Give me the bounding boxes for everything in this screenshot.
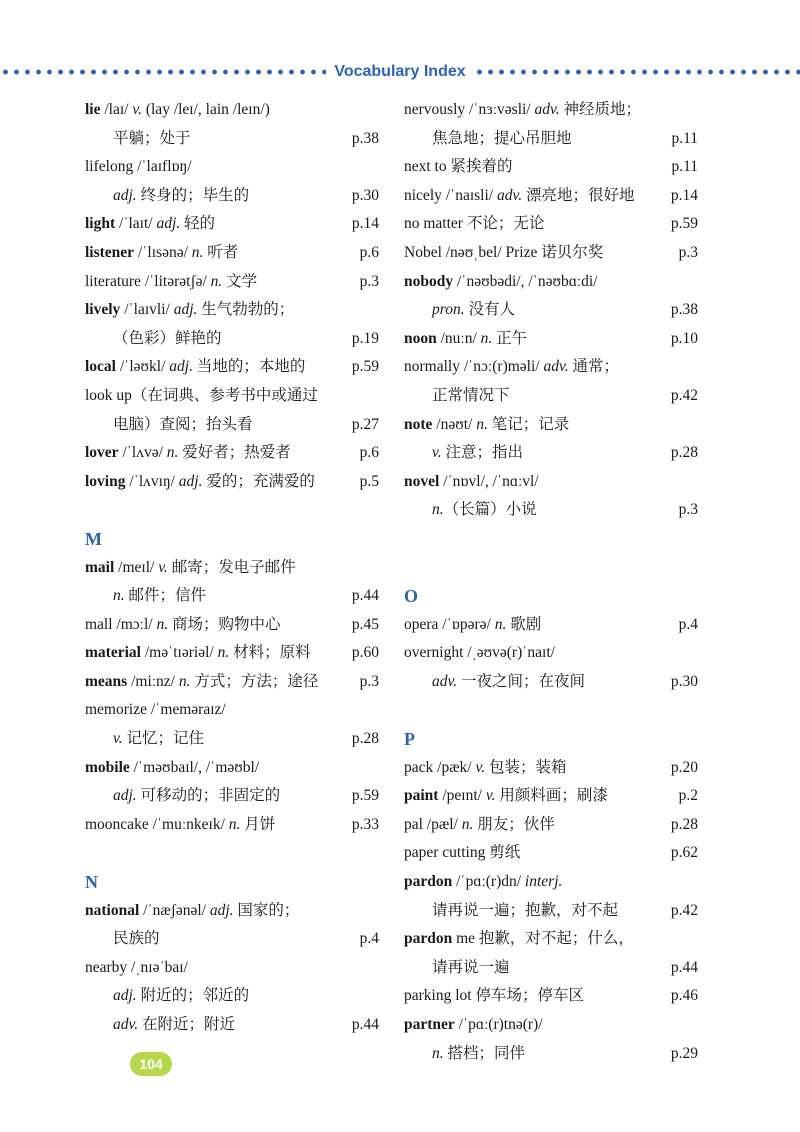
- page-ref: p.2: [678, 787, 698, 805]
- page-ref: p.45: [351, 615, 379, 633]
- entry-text: n.（长篇）小说: [432, 501, 537, 519]
- page-header: [0, 58, 800, 86]
- entry-continuation: [404, 954, 698, 983]
- page-ref: p.11: [671, 158, 698, 176]
- entry-text: lively /ˈlaɪvli/ adj. 生气勃勃的；: [85, 301, 295, 319]
- section-letter: P: [404, 729, 415, 750]
- page-ref: [373, 382, 379, 411]
- vocab-entry: [85, 954, 379, 983]
- header-dots-left: [0, 69, 326, 75]
- vocab-entry: [404, 611, 698, 640]
- spacer: [85, 496, 379, 525]
- left-column: [85, 96, 379, 1040]
- page-ref: [692, 868, 698, 897]
- entry-text: mooncake /ˈmuːnkeɪk/ n. 月饼: [85, 815, 276, 833]
- entry-continuation: [404, 668, 698, 697]
- entry-continuation: [85, 925, 379, 954]
- vocab-entry: [85, 296, 379, 325]
- page-ref: p.5: [359, 472, 379, 490]
- vocab-entry: [85, 353, 379, 382]
- page-ref: p.27: [351, 415, 379, 433]
- entry-continuation: [85, 182, 379, 211]
- entry-text: literature /ˈlitərətʃə/ n. 文学: [85, 272, 258, 290]
- page-ref: p.59: [351, 787, 379, 805]
- entry-text: pardon /ˈpɑː(r)dn/ interj.: [404, 873, 563, 891]
- vocab-entry: [85, 153, 379, 182]
- vocab-entry: [404, 868, 698, 897]
- entry-text: adj. 可移动的；非固定的: [113, 787, 281, 805]
- vocab-entry: [85, 210, 379, 239]
- vocab-entry: [85, 639, 379, 668]
- vocab-entry: [404, 982, 698, 1011]
- entry-text: next to 紧挨着的: [404, 158, 513, 176]
- vocab-entry: [85, 897, 379, 926]
- page-ref: p.3: [359, 672, 379, 690]
- vocab-entry: [404, 325, 698, 354]
- page-ref: p.6: [359, 243, 379, 261]
- vocab-entry: [404, 1011, 698, 1040]
- entry-text: paper cutting 剪纸: [404, 844, 521, 862]
- entry-text: mail /meɪl/ v. 邮寄；发电子邮件: [85, 558, 296, 576]
- vocab-entry: [404, 925, 698, 954]
- vocab-entry: [85, 611, 379, 640]
- vocab-entry: [404, 239, 698, 268]
- entry-text: material /məˈtɪəriəl/ n. 材料；原料: [85, 644, 311, 662]
- vocab-entry: [85, 554, 379, 583]
- page-ref: [373, 897, 379, 926]
- entry-text: loving /ˈlʌvɪŋ/ adj. 爱的；充满爱的: [85, 472, 315, 490]
- page-ref: [373, 754, 379, 783]
- page-ref: [692, 411, 698, 440]
- page-ref: [692, 925, 698, 954]
- page-ref: p.3: [678, 501, 698, 519]
- vocab-entry: [404, 782, 698, 811]
- entry-text: 请再说一遍: [432, 958, 510, 976]
- entry-text: nobody /ˈnəʊbədi/, /ˈnəʊbɑːdi/: [404, 272, 598, 290]
- entry-text: adj. 附近的；邻近的: [113, 987, 250, 1005]
- page-ref: p.46: [670, 987, 698, 1005]
- page-ref: p.42: [670, 901, 698, 919]
- entry-text: noon /nuːn/ n. 正午: [404, 329, 528, 347]
- entry-text: no matter 不论；无论: [404, 215, 545, 233]
- entry-text: n. 邮件；信件: [113, 587, 207, 605]
- entry-continuation: [404, 897, 698, 926]
- page-ref: [373, 954, 379, 983]
- entry-text: 焦急地；提心吊胆地: [432, 129, 572, 147]
- entry-text: adv. 一夜之间；在夜间: [432, 672, 585, 690]
- vocab-entry: [404, 839, 698, 868]
- entry-text: nicely /ˈnaɪsli/ adv. 漂亮地；很好地: [404, 186, 635, 204]
- entry-continuation: [85, 125, 379, 154]
- entry-text: n. 搭档；同伴: [432, 1044, 526, 1062]
- entry-text: partner /ˈpɑː(r)tnə(r)/: [404, 1016, 543, 1033]
- entry-text: pron. 没有人: [432, 301, 515, 319]
- vocab-entry: [85, 696, 379, 725]
- page-ref: p.10: [670, 329, 698, 347]
- page-ref: [373, 982, 379, 1011]
- vocab-entry: [85, 96, 379, 125]
- vocab-entry: [404, 811, 698, 840]
- page-ref: p.30: [670, 672, 698, 690]
- page-ref: p.3: [359, 272, 379, 290]
- entry-text: 请再说一遍；抱歉，对不起: [432, 901, 619, 919]
- vocab-entry: [404, 153, 698, 182]
- page-ref: p.38: [351, 129, 379, 147]
- page-ref: p.19: [351, 329, 379, 347]
- entry-continuation: [404, 125, 698, 154]
- entry-text: look up（在词典、参考书中或通过: [85, 386, 318, 404]
- entry-text: overnight /ˌəʊvə(r)ˈnaɪt/: [404, 644, 555, 662]
- entry-continuation: [85, 725, 379, 754]
- vocab-entry: [404, 639, 698, 668]
- page-ref: p.44: [670, 958, 698, 976]
- spacer: [404, 525, 698, 554]
- page-ref: p.33: [351, 815, 379, 833]
- entry-text: memorize /ˈmeməraɪz/: [85, 701, 226, 719]
- vocab-entry: [404, 268, 698, 297]
- entry-text: （色彩）鲜艳的: [113, 329, 222, 347]
- vocab-entry: [85, 382, 379, 411]
- page-ref: [692, 639, 698, 668]
- vocab-entry: [85, 268, 379, 297]
- right-column: [404, 96, 698, 1068]
- page-ref: p.44: [351, 1016, 379, 1033]
- page-ref: [373, 554, 379, 583]
- vocab-entry: [85, 668, 379, 697]
- entry-text: novel /ˈnɒvl/, /ˈnɑːvl/: [404, 472, 539, 490]
- entry-continuation: [85, 325, 379, 354]
- entry-text: light /ˈlaɪt/ adj. 轻的: [85, 215, 216, 233]
- vocab-entry: [404, 210, 698, 239]
- entry-text: v. 记忆；记住: [113, 730, 204, 748]
- page-ref: [692, 96, 698, 125]
- header-dots-right: [474, 69, 800, 75]
- spacer: [85, 839, 379, 868]
- vocab-entry: [404, 754, 698, 783]
- page-ref: p.30: [351, 186, 379, 204]
- page-ref: p.3: [678, 243, 698, 261]
- page-ref: p.11: [671, 129, 698, 147]
- entry-text: opera /ˈɒpərə/ n. 歌剧: [404, 615, 542, 633]
- page-ref: p.59: [670, 215, 698, 233]
- entry-continuation: [404, 1040, 698, 1069]
- entry-text: lifelong /ˈlaɪflɒŋ/: [85, 158, 192, 176]
- spacer: [404, 696, 698, 725]
- page-ref: p.14: [670, 186, 698, 204]
- entry-continuation: [404, 296, 698, 325]
- page-ref: p.29: [670, 1044, 698, 1062]
- vocab-entry: [404, 182, 698, 211]
- entry-text: 电脑）查阅；抬头看: [113, 415, 253, 433]
- page-ref: p.28: [351, 730, 379, 748]
- page-ref: p.4: [678, 615, 698, 633]
- vocab-entry: [404, 96, 698, 125]
- page-ref: p.28: [670, 444, 698, 462]
- page-ref: [373, 696, 379, 725]
- entry-text: mall /mɔːl/ n. 商场；购物中心: [85, 615, 281, 633]
- entry-text: local /ˈləʊkl/ adj. 当地的；本地的: [85, 358, 306, 376]
- vocab-entry: [85, 439, 379, 468]
- entry-text: Nobel /nəʊˌbel/ Prize 诺贝尔奖: [404, 243, 604, 261]
- entry-continuation: [85, 582, 379, 611]
- page-ref: [373, 296, 379, 325]
- page-number-badge: 104: [130, 1052, 172, 1076]
- entry-text: pardon me 抱歉，对不起；什么，: [404, 930, 634, 948]
- page-ref: p.44: [351, 587, 379, 605]
- entry-continuation: [404, 439, 698, 468]
- vocab-entry: [85, 811, 379, 840]
- page-ref: [373, 96, 379, 125]
- page-ref: p.6: [359, 444, 379, 462]
- page-ref: [692, 268, 698, 297]
- page-ref: [692, 353, 698, 382]
- entry-text: mobile /ˈməʊbaɪl/, /ˈməʊbl/: [85, 758, 260, 776]
- entry-text: 正常情况下: [432, 386, 510, 404]
- entry-continuation: [85, 1011, 379, 1040]
- entry-continuation: [85, 411, 379, 440]
- entry-text: listener /ˈlɪsənə/ n. 听者: [85, 243, 239, 261]
- vocab-entry: [85, 239, 379, 268]
- page-ref: [692, 1011, 698, 1040]
- vocab-entry: [404, 353, 698, 382]
- entry-continuation: [404, 382, 698, 411]
- vocab-entry: [85, 754, 379, 783]
- entry-text: pal /pæl/ n. 朋友；伙伴: [404, 815, 555, 833]
- entry-text: nervously /ˈnɜːvəsli/ adv. 神经质地；: [404, 101, 641, 118]
- entry-text: note /nəʊt/ n. 笔记；记录: [404, 415, 570, 433]
- vocab-entry: [404, 468, 698, 497]
- header-title: Vocabulary Index: [334, 63, 466, 80]
- entry-text: nearby /ˌnɪəˈbaɪ/: [85, 958, 188, 976]
- entry-text: parking lot 停车场；停车区: [404, 987, 584, 1005]
- page-ref: p.38: [670, 301, 698, 319]
- page-ref: p.59: [351, 358, 379, 376]
- entry-text: v. 注意；指出: [432, 444, 523, 462]
- entry-text: adv. 在附近；附近: [113, 1016, 235, 1033]
- entry-text: pack /pæk/ v. 包装；装箱: [404, 758, 567, 776]
- page-ref: p.42: [670, 386, 698, 404]
- entry-text: lover /ˈlʌvə/ n. 爱好者；热爱者: [85, 444, 291, 462]
- entry-text: national /ˈnæʃənəl/ adj. 国家的；: [85, 901, 300, 919]
- section-letter: M: [85, 528, 102, 549]
- entry-text: 平躺；处于: [113, 129, 191, 147]
- entry-continuation: [85, 782, 379, 811]
- page-ref: p.4: [359, 930, 379, 948]
- page-ref: p.20: [670, 758, 698, 776]
- page-ref: p.60: [351, 644, 379, 662]
- entry-text: means /miːnz/ n. 方式；方法；途径: [85, 672, 319, 690]
- entry-text: adj. 终身的；毕生的: [113, 186, 250, 204]
- entry-text: normally /ˈnɔː(r)məli/ adv. 通常；: [404, 358, 619, 376]
- vocab-entry: [85, 468, 379, 497]
- page-ref: p.62: [670, 844, 698, 862]
- entry-text: 民族的: [113, 930, 160, 948]
- page-ref: [692, 468, 698, 497]
- section-letter: N: [85, 872, 98, 893]
- spacer: [404, 554, 698, 583]
- page-ref: p.28: [670, 815, 698, 833]
- page-ref: [373, 153, 379, 182]
- entry-continuation: [404, 496, 698, 525]
- section-letter: O: [404, 586, 419, 607]
- entry-continuation: [85, 982, 379, 1011]
- vocab-entry: [404, 411, 698, 440]
- entry-text: lie /laɪ/ v. (lay /leɪ/, lain /leɪn/): [85, 101, 270, 118]
- entry-text: paint /peɪnt/ v. 用颜料画；刷漆: [404, 787, 608, 805]
- page-ref: p.14: [351, 215, 379, 233]
